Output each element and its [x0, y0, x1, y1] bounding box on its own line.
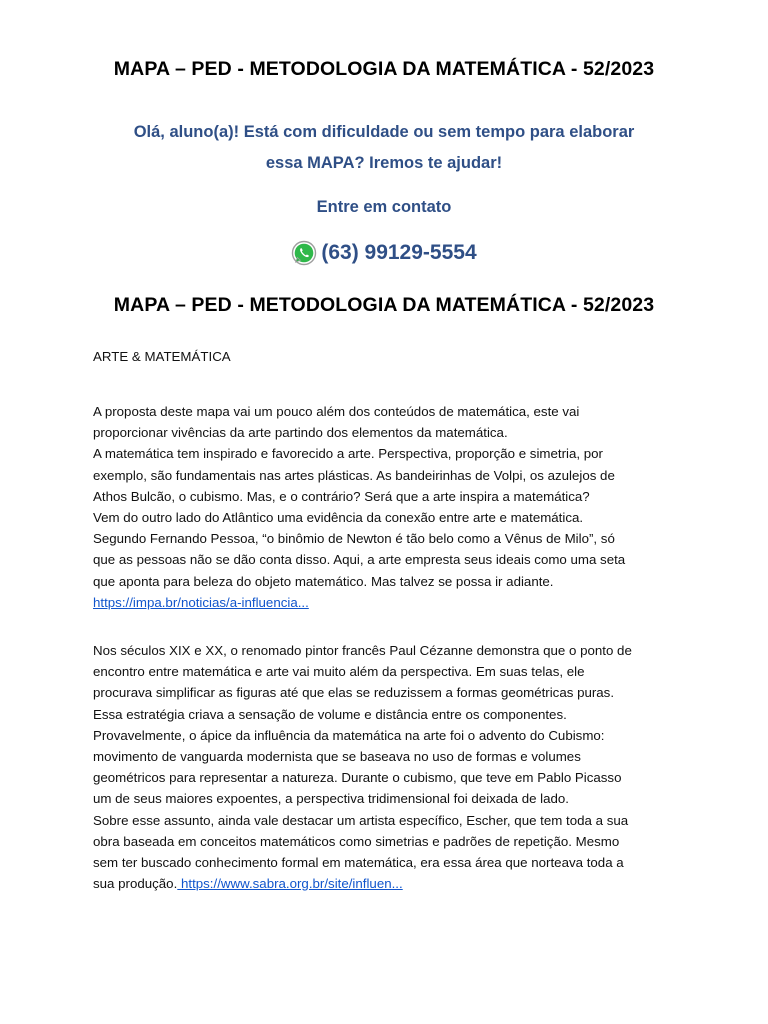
promo-line-2: essa MAPA? Iremos te ajudar! [265, 154, 503, 172]
document-title-repeat: MAPA – PED - METODOLOGIA DA MATEMÁTICA - 52/2023 [113, 294, 655, 316]
paragraph-1 [93, 401, 683, 613]
whatsapp-icon [291, 240, 317, 266]
paragraph-line-prefix: sua produção. [93, 876, 178, 892]
promo-line-1: Olá, aluno(a)! Está com dificuldade ou sem tempo para elaborar [133, 123, 635, 141]
paragraph-line: geométricos para representar a natureza. Durante o cubismo, que teve em Pablo Picasso [93, 770, 622, 786]
section-heading: ARTE & MATEMÁTICA [93, 349, 231, 364]
paragraph-line: sem ter buscado conhecimento formal em matemática, era essa área que norteava toda a [93, 855, 624, 871]
paragraph-2 [93, 640, 683, 894]
document-title: MAPA – PED - METODOLOGIA DA MATEMÁTICA - 52/2023 [113, 58, 655, 80]
paragraph-last-line [93, 873, 683, 894]
paragraph-line: que aponta para beleza do objeto matemático. Mas talvez se possa ir adiante. [93, 573, 554, 589]
paragraph-line: proporcionar vivências da arte partindo dos elementos da matemática. [93, 425, 508, 441]
paragraph-line: encontro entre matemática e arte vai muito além da perspectiva. Em suas telas, ele [93, 664, 585, 680]
paragraph-line: movimento de vanguarda modernista que se baseava no uso de formas e volumes [93, 749, 581, 765]
paragraph-line: procurava simplificar as figuras até que elas se reduzissem a formas geométricas puras. [93, 685, 615, 701]
paragraph-line: exemplo, são fundamentais nas artes plásticas. As bandeirinhas de Volpi, os azulejos de [93, 467, 615, 483]
paragraph-line: um de seus maiores expoentes, a perspectiva tridimensional foi deixada de lado. [93, 791, 570, 807]
paragraph-line: Sobre esse assunto, ainda vale destacar um artista específico, Escher, que tem toda a sua [93, 812, 629, 828]
paragraph-line: Provavelmente, o ápice da influência da matemática na arte foi o advento do Cubismo: [93, 727, 605, 743]
paragraph-line: que as pessoas não se dão conta disso. Aqui, a arte empresta seus ideais como uma seta [93, 552, 626, 568]
paragraph-line: obra baseada em conceitos matemáticos como simetrias e padrões de repetição. Mesmo [93, 833, 620, 849]
sabra-link[interactable]: https://www.sabra.org.br/site/influen... [177, 876, 403, 892]
paragraph-line: Athos Bulcão, o cubismo. Mas, e o contrário? Será que a arte inspira a matemática? [93, 488, 590, 504]
paragraph-line: Vem do outro lado do Atlântico uma evidência da conexão entre arte e matemática. [93, 510, 584, 526]
paragraph-line: A proposta deste mapa vai um pouco além dos conteúdos de matemática, este vai [93, 404, 580, 419]
paragraph-line: Nos séculos XIX e XX, o renomado pintor francês Paul Cézanne demonstra que o ponto de [93, 643, 632, 658]
contact-heading: Entre em contato [316, 198, 452, 216]
paragraph-line: Essa estratégia criava a sensação de volume e distância entre os componentes. [93, 706, 567, 722]
paragraph-line: A matemática tem inspirado e favorecido a arte. Perspectiva, proporção e simetria, por [93, 446, 603, 462]
phone-number[interactable]: (63) 99129-5554 [321, 241, 477, 264]
impa-link[interactable]: https://impa.br/noticias/a-influencia... [93, 594, 309, 610]
phone-contact [0, 240, 768, 266]
paragraph-line: Segundo Fernando Pessoa, “o binômio de Newton é tão belo como a Vênus de Milo”, só [93, 531, 615, 547]
